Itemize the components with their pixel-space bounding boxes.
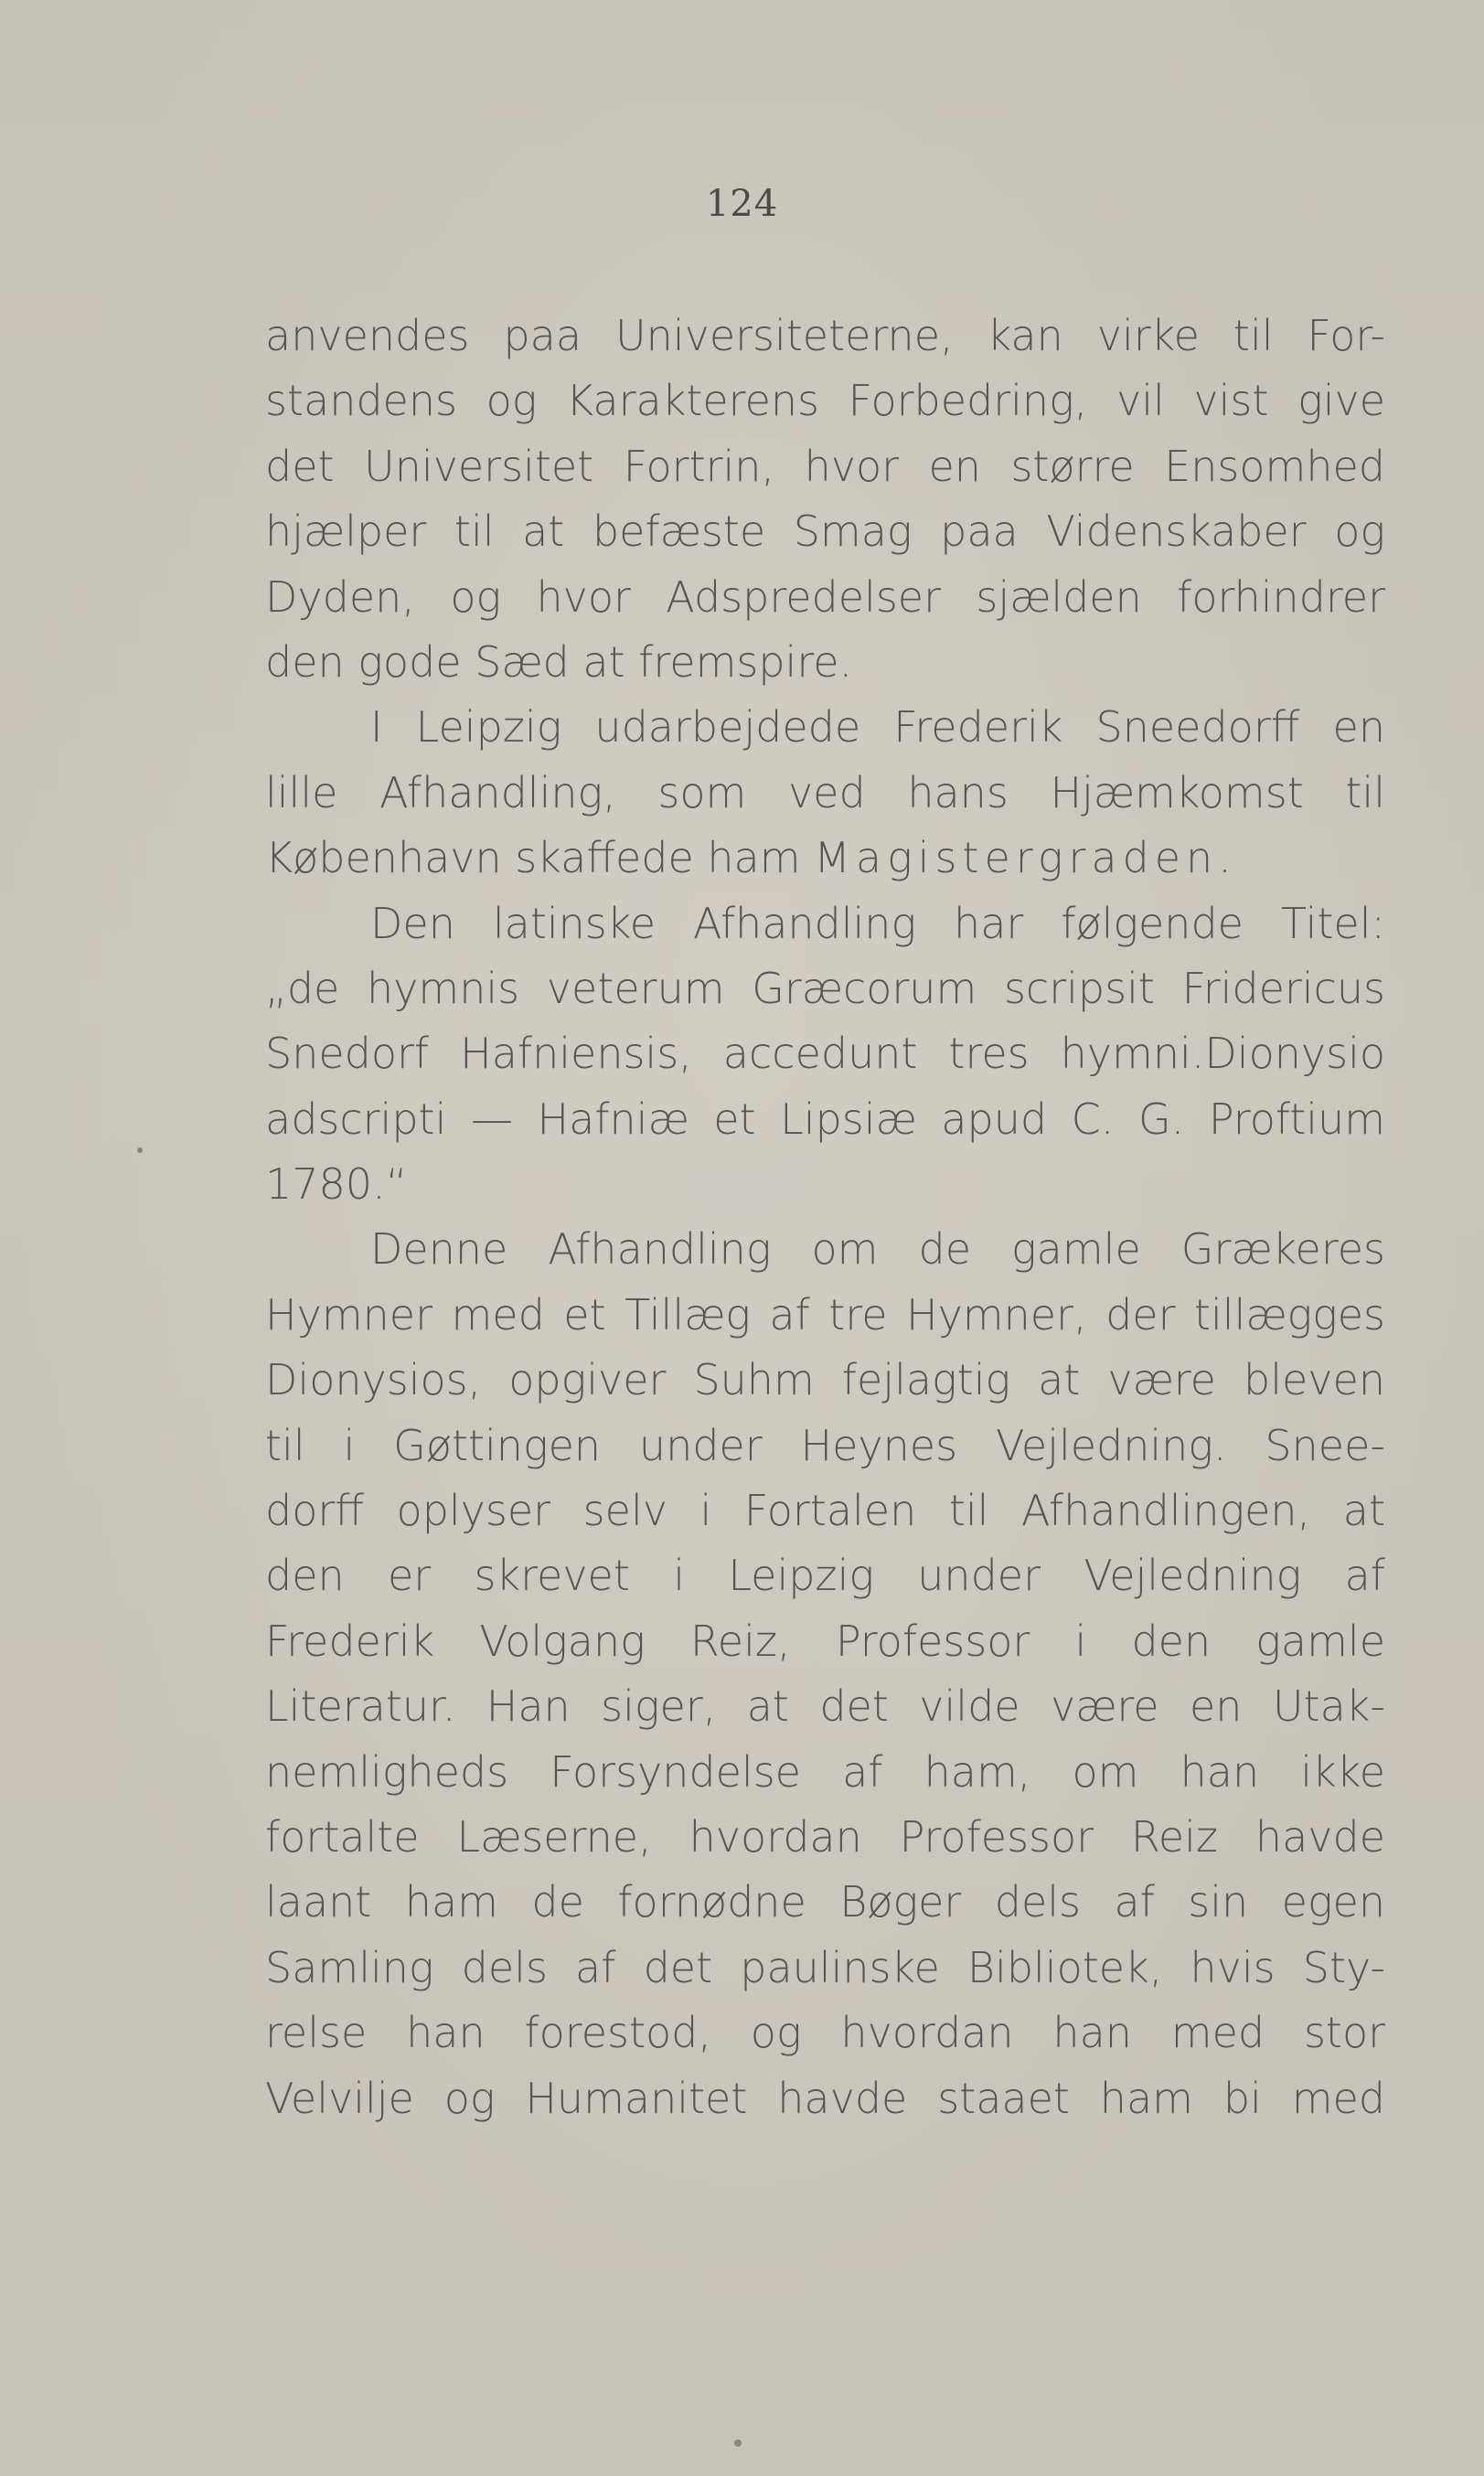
text-line-12: Snedorf Hafniensis, accedunt tres hymni.Dionysio	[265, 1029, 1385, 1079]
text-line-3: det Universitet Fortrin, hvor en større Ensomhed	[265, 441, 1385, 491]
text-line-16: Hymner med et Tillæg af tre Hymner, der tillægges	[265, 1289, 1385, 1339]
text-line-6: den gode Sæd at fremspire.	[265, 636, 853, 687]
body-text	[265, 304, 1385, 2131]
text-line-21: Frederik Volgang Reiz, Professor i den gamle	[265, 1616, 1385, 1666]
text-line-15: Denne Afhandling om de gamle Grækeres	[370, 1224, 1385, 1275]
text-line-20: den er skrevet i Leipzig under Vejledning af	[265, 1551, 1385, 1601]
text-line-1: anvendes paa Universiteterne, kan virke til For-	[265, 311, 1385, 360]
text-line-5: Dyden, og hvor Adspredelser sjælden forhindrer	[265, 571, 1385, 622]
text-line-9	[265, 826, 1385, 891]
text-line-18: til i Gøttingen under Heynes Vejledning. Snee-	[265, 1420, 1385, 1470]
text-line-24: fortalte Læserne, hvordan Professor Reiz havde	[265, 1811, 1385, 1862]
text-line-9-start: København skaffede ham	[265, 833, 801, 883]
paper-speck	[137, 1147, 143, 1153]
text-line-9-spaced-word: Magistergraden.	[814, 833, 1237, 883]
text-line-22: Literatur. Han siger, at det vilde være en Utak-	[265, 1681, 1385, 1732]
text-line-17: Dionysios, opgiver Suhm fejlagtig at være bleven	[265, 1355, 1385, 1405]
text-line-19: dorff oplyser selv i Fortalen til Afhandlingen, at	[265, 1486, 1385, 1536]
text-line-23: nemligheds Forsyndelse af ham, om han ikke	[265, 1746, 1385, 1797]
text-line-28: Velvilje og Humanitet havde staaet ham bi med	[265, 2073, 1385, 2123]
text-line-25: laant ham de fornødne Bøger dels af sin egen	[265, 1877, 1385, 1927]
page-number: 124	[705, 183, 779, 225]
text-line-10: Den latinske Afhandling har følgende Titel:	[370, 898, 1385, 948]
text-line-26: Samling dels af det paulinske Bibliotek, hvis Sty-	[265, 1942, 1385, 1992]
text-line-2: standens og Karakterens Forbedring, vil vist give	[265, 376, 1385, 426]
text-line-8: lille Afhandling, som ved hans Hjæmkomst til	[265, 767, 1385, 817]
paper-speck	[734, 2439, 742, 2447]
text-line-27: relse han forestod, og hvordan han med stor	[265, 2008, 1385, 2058]
text-line-7: I Leipzig udarbejdede Frederik Sneedorff en	[370, 702, 1385, 752]
text-line-13: adscripti — Hafniæ et Lipsiæ apud C. G. Proftium	[265, 1094, 1385, 1144]
text-line-11: „de hymnis veterum Græcorum scripsit Fridericus	[265, 963, 1385, 1013]
text-line-14: 1780.“	[265, 1159, 408, 1210]
text-line-4: hjælper til at befæste Smag paa Videnskaber og	[265, 507, 1385, 557]
